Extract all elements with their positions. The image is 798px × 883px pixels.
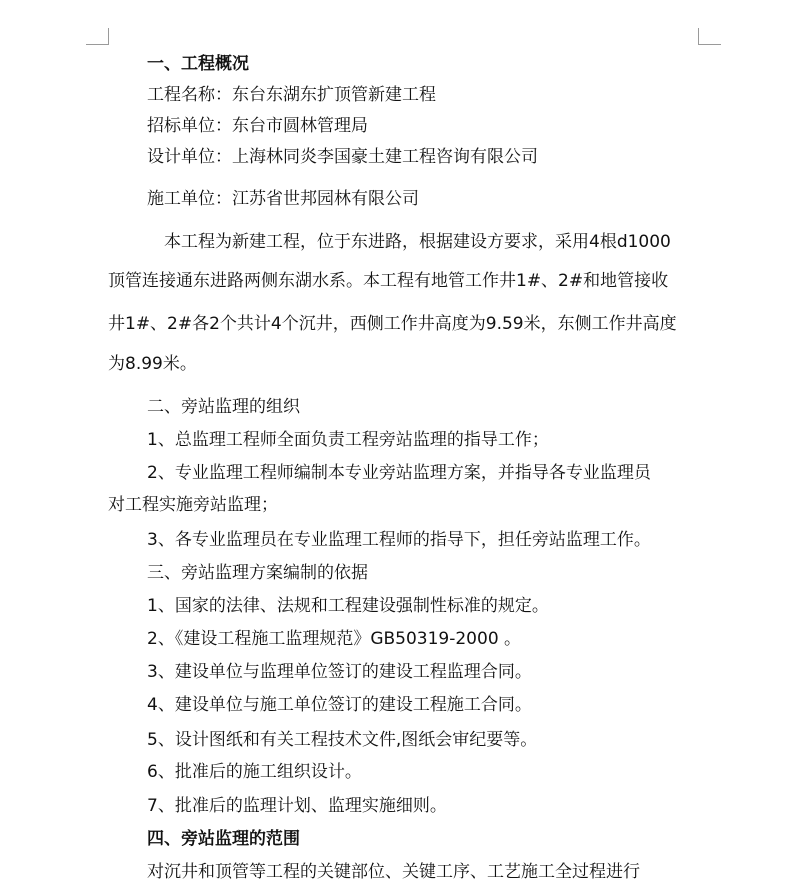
overview-body-line: 井1#、2#各2个共计4个沉井，西侧工作井高度为9.59米，东侧工作井高度 bbox=[108, 314, 677, 334]
organization-item: 对工程实施旁站监理； bbox=[108, 495, 278, 515]
overview-body-line: 顶管连接通东进路两侧东湖水系。本工程有地管工作井1#、2#和地管接收 bbox=[108, 271, 669, 291]
organization-item: 3、各专业监理员在专业监理工程师的指导下，担任旁站监理工作。 bbox=[147, 530, 651, 550]
basis-item: 3、建设单位与监理单位签订的建设工程监理合同。 bbox=[147, 662, 532, 682]
basis-item: 4、建设单位与施工单位签订的建设工程施工合同。 bbox=[147, 695, 532, 715]
basis-item-standard: 2、《建设工程施工监理规范》GB50319-2000 。 bbox=[147, 629, 522, 649]
bidding-unit-line: 招标单位：东台市圆林管理局 bbox=[147, 116, 368, 136]
construction-unit-line: 施工单位：江苏省世邦园林有限公司 bbox=[147, 189, 419, 209]
section-heading-overview: 一、工程概况 bbox=[147, 54, 249, 74]
basis-item: 5、设计图纸和有关工程技术文件,图纸会审纪要等。 bbox=[147, 730, 538, 750]
page-corner-mark-right bbox=[698, 28, 721, 45]
page-corner-mark-left bbox=[86, 28, 109, 45]
overview-body-line: 本工程为新建工程，位于东进路，根据建设方要求，采用4根d1000 bbox=[164, 232, 671, 252]
organization-item: 2、专业监理工程师编制本专业旁站监理方案，并指导各专业监理员 bbox=[147, 463, 651, 483]
basis-item: 6、批准后的施工组织设计。 bbox=[147, 762, 362, 782]
project-name-line: 工程名称：东台东湖东扩顶管新建工程 bbox=[147, 85, 436, 105]
basis-item: 7、批准后的监理计划、监理实施细则。 bbox=[147, 796, 447, 816]
scope-body-line: 对沉井和顶管等工程的关键部位、关键工序、工艺施工全过程进行 bbox=[147, 862, 640, 882]
overview-body-line: 为8.99米。 bbox=[108, 354, 197, 374]
organization-item: 1、总监理工程师全面负责工程旁站监理的指导工作； bbox=[147, 430, 549, 450]
section-heading-scope: 四、旁站监理的范围 bbox=[147, 829, 300, 849]
section-heading-organization: 二、旁站监理的组织 bbox=[147, 397, 300, 417]
design-unit-line: 设计单位：上海林同炎李国豪土建工程咨询有限公司 bbox=[147, 147, 538, 167]
section-heading-basis: 三、旁站监理方案编制的依据 bbox=[147, 563, 368, 583]
basis-item: 1、国家的法律、法规和工程建设强制性标准的规定。 bbox=[147, 596, 549, 616]
